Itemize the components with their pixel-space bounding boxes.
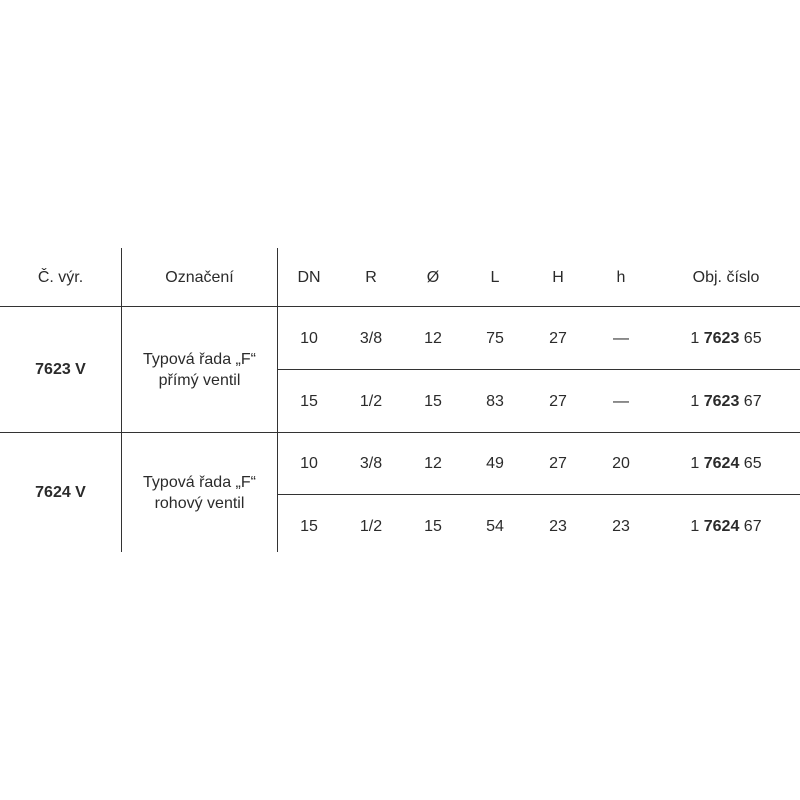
cell-r: 3/8 bbox=[359, 455, 383, 472]
header-r: R bbox=[365, 268, 377, 286]
cell-h-big: 27 bbox=[549, 455, 567, 472]
designation bbox=[122, 433, 277, 552]
cell-r: 1/2 bbox=[359, 517, 383, 535]
designation-line: rohový ventil bbox=[154, 494, 245, 512]
cell-diameter: 15 bbox=[424, 517, 442, 535]
order-no-prefix: 1 bbox=[690, 329, 700, 347]
cell-dn: 10 bbox=[300, 329, 318, 347]
cell-order-no bbox=[652, 433, 800, 494]
cell-l: 75 bbox=[486, 329, 504, 347]
header-diameter: Ø bbox=[426, 268, 440, 286]
order-no-series: 7623 bbox=[703, 392, 740, 410]
order-no-suffix: 67 bbox=[743, 517, 762, 535]
cell-l: 54 bbox=[486, 517, 504, 535]
cell-h-big: 27 bbox=[549, 392, 567, 410]
order-no-series: 7624 bbox=[703, 455, 740, 472]
designation-line: Typová řada „F“ bbox=[143, 350, 256, 368]
cell-l: 49 bbox=[486, 455, 504, 472]
header-h-small: h bbox=[616, 268, 626, 286]
header-l: L bbox=[490, 268, 500, 286]
cell-r: 3/8 bbox=[359, 329, 383, 347]
cell-diameter: 15 bbox=[424, 392, 442, 410]
article-no: 7623 V bbox=[35, 361, 86, 378]
cell-h-small: 23 bbox=[612, 517, 630, 535]
designation-line: přímý ventil bbox=[158, 371, 241, 389]
order-no-suffix: 65 bbox=[743, 329, 762, 347]
article-no: 7624 V bbox=[35, 484, 86, 501]
order-no-series: 7623 bbox=[703, 329, 740, 347]
cell-h-big: 23 bbox=[549, 517, 567, 535]
order-no-prefix: 1 bbox=[690, 517, 700, 535]
cell-h-small: — bbox=[613, 392, 629, 410]
header-h-big: H bbox=[552, 268, 564, 286]
cell-order-no bbox=[652, 307, 800, 369]
header-designation: Označení bbox=[165, 268, 234, 286]
cell-dn: 15 bbox=[300, 392, 318, 410]
cell-h-small: 20 bbox=[612, 455, 630, 472]
cell-dn: 15 bbox=[300, 517, 318, 535]
header-dn: DN bbox=[297, 268, 321, 286]
cell-diameter: 12 bbox=[424, 455, 442, 472]
order-no-suffix: 65 bbox=[743, 455, 762, 472]
cell-order-no bbox=[652, 495, 800, 557]
header-order-no: Obj. číslo bbox=[692, 268, 760, 286]
order-no-series: 7624 bbox=[703, 517, 740, 535]
cell-order-no bbox=[652, 370, 800, 432]
cell-h-big: 27 bbox=[549, 329, 567, 347]
cell-l: 83 bbox=[486, 392, 504, 410]
header-article-no: Č. výr. bbox=[37, 268, 84, 286]
order-no-prefix: 1 bbox=[690, 455, 700, 472]
designation-line: Typová řada „F“ bbox=[143, 473, 256, 491]
cell-h-small: — bbox=[613, 329, 629, 347]
cell-diameter: 12 bbox=[424, 329, 442, 347]
designation bbox=[122, 307, 277, 432]
cell-r: 1/2 bbox=[359, 392, 383, 410]
order-no-prefix: 1 bbox=[690, 392, 700, 410]
order-no-suffix: 67 bbox=[743, 392, 762, 410]
cell-dn: 10 bbox=[300, 455, 318, 472]
